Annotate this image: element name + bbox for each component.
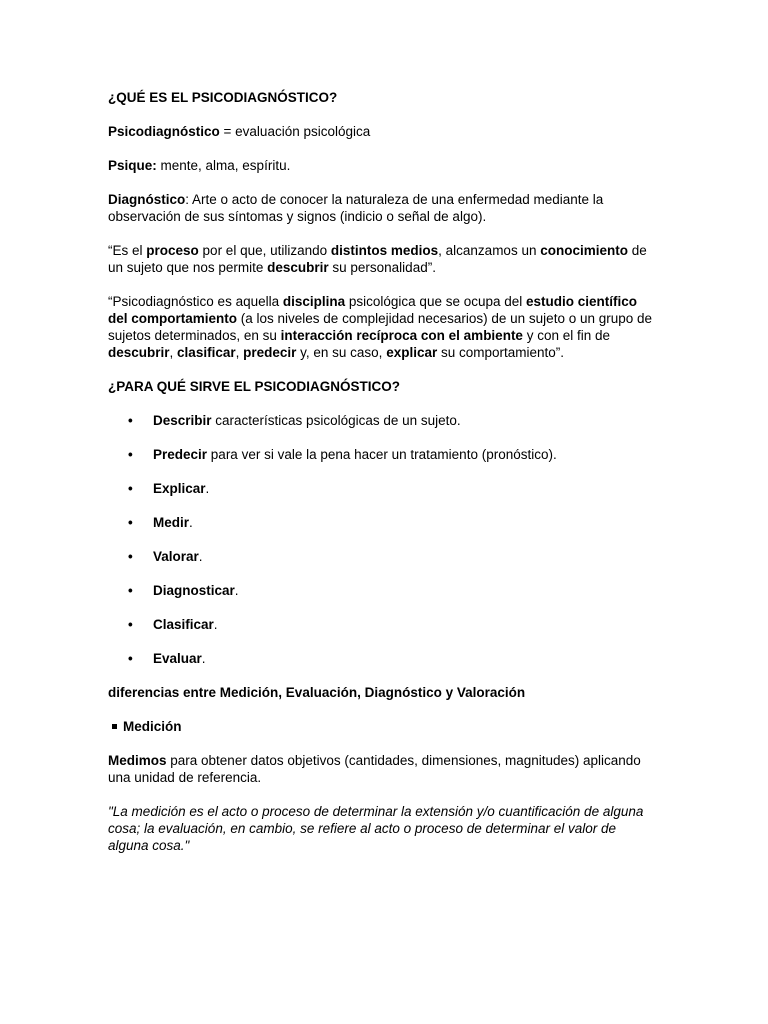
heading-que-es: ¿QUÉ ES EL PSICODIAGNÓSTICO? xyxy=(108,90,338,105)
quote-bold: descubrir xyxy=(267,260,329,275)
quote-text: “Es el xyxy=(108,243,147,258)
quote-text: y con el fin de xyxy=(522,328,611,343)
list-item xyxy=(108,480,653,497)
list-item xyxy=(108,548,653,565)
term-psique: Psique: xyxy=(108,158,157,173)
heading-diferencias: diferencias entre Medición, Evaluación, Diagnóstico y Valoración xyxy=(108,685,526,700)
quote-disciplina xyxy=(108,293,653,361)
quote-bold: interacción recíproca con el ambiente xyxy=(280,328,523,343)
list-item xyxy=(108,412,653,429)
quote-medicion: "La medición es el acto o proceso de determinar la extensión y/o cuantificación de alguna cosa; la evaluación, en cambio, se refiere al acto o proceso de determinar el valor de alguna cosa." xyxy=(108,804,644,853)
quote-text: (a los niveles de complejidad necesarios) de un sujeto o un grupo de sujetos determinados, en su xyxy=(108,311,653,343)
list-item-term: Describir xyxy=(153,413,212,428)
quote-proceso xyxy=(108,242,653,276)
quote-text: de un sujeto que nos permite xyxy=(108,243,647,275)
list-item-text: para ver si vale la pena hacer un tratamiento (pronóstico). xyxy=(207,447,557,462)
quote-bold: explicar xyxy=(386,345,438,360)
definition-text: : Arte o acto de conocer la naturaleza de una enfermedad mediante la observación de sus síntomas y signos (indicio o señal de algo). xyxy=(108,192,604,224)
list-item-term: Explicar xyxy=(153,481,206,496)
term-diagnostico: Diagnóstico xyxy=(108,192,186,207)
quote-bold: predecir xyxy=(243,345,297,360)
quote-bold: descubrir xyxy=(108,345,170,360)
list-item-text: . xyxy=(198,549,203,564)
list-item-term: Clasificar xyxy=(153,617,214,632)
list-item xyxy=(108,514,653,531)
quote-bold: conocimiento xyxy=(540,243,628,258)
quote-bold: estudio científico del comportamiento xyxy=(108,294,638,326)
term-medimos: Medimos xyxy=(108,753,167,768)
square-bullet-icon xyxy=(112,724,117,729)
heading-para-que-sirve: ¿PARA QUÉ SIRVE EL PSICODIAGNÓSTICO? xyxy=(108,379,401,394)
list-item xyxy=(108,446,653,463)
list-item-text: . xyxy=(234,583,239,598)
uses-list xyxy=(108,412,653,667)
quote-text: , xyxy=(235,345,244,360)
quote-bold: distintos medios xyxy=(330,243,439,258)
term-psicodiagnostico: Psicodiagnóstico xyxy=(108,124,220,139)
definition-text: mente, alma, espíritu. xyxy=(156,158,291,173)
subheading-label: Medición xyxy=(123,719,182,734)
definition-psique xyxy=(108,157,653,174)
list-item-text: características psicológicas de un sujeto. xyxy=(211,413,461,428)
quote-text: su comportamiento”. xyxy=(437,345,565,360)
quote-text: por el que, utilizando xyxy=(198,243,331,258)
quote-bold: disciplina xyxy=(282,294,346,309)
quote-text: , xyxy=(169,345,178,360)
document-body xyxy=(108,89,653,871)
quote-text: y, en su caso, xyxy=(296,345,387,360)
list-item-text: . xyxy=(189,515,193,530)
list-item xyxy=(108,582,653,599)
list-item xyxy=(108,650,653,667)
definition-text: = evaluación psicológica xyxy=(219,124,371,139)
paragraph-text: para obtener datos objetivos (cantidades, dimensiones, magnitudes) aplicando una unidad de referencia. xyxy=(108,753,641,785)
quote-text: psicológica que se ocupa del xyxy=(345,294,527,309)
quote-text: “Psicodiagnóstico es aquella xyxy=(108,294,283,309)
definition-psicodiagnostico xyxy=(108,123,653,140)
subheading-medicion xyxy=(108,718,653,735)
paragraph-medimos xyxy=(108,752,653,786)
quote-text: su personalidad”. xyxy=(328,260,436,275)
quote-text: , alcanzamos un xyxy=(438,243,541,258)
list-item-text: . xyxy=(201,651,206,666)
list-item-term: Diagnosticar xyxy=(153,583,235,598)
list-item-term: Predecir xyxy=(153,447,208,462)
quote-bold: proceso xyxy=(146,243,199,258)
list-item-term: Valorar xyxy=(153,549,199,564)
list-item-term: Evaluar xyxy=(153,651,202,666)
list-item-text: . xyxy=(213,617,218,632)
list-item-term: Medir xyxy=(153,515,190,530)
quote-bold: clasificar xyxy=(177,345,236,360)
definition-diagnostico xyxy=(108,191,653,225)
list-item xyxy=(108,616,653,633)
list-item-text: . xyxy=(205,481,210,496)
